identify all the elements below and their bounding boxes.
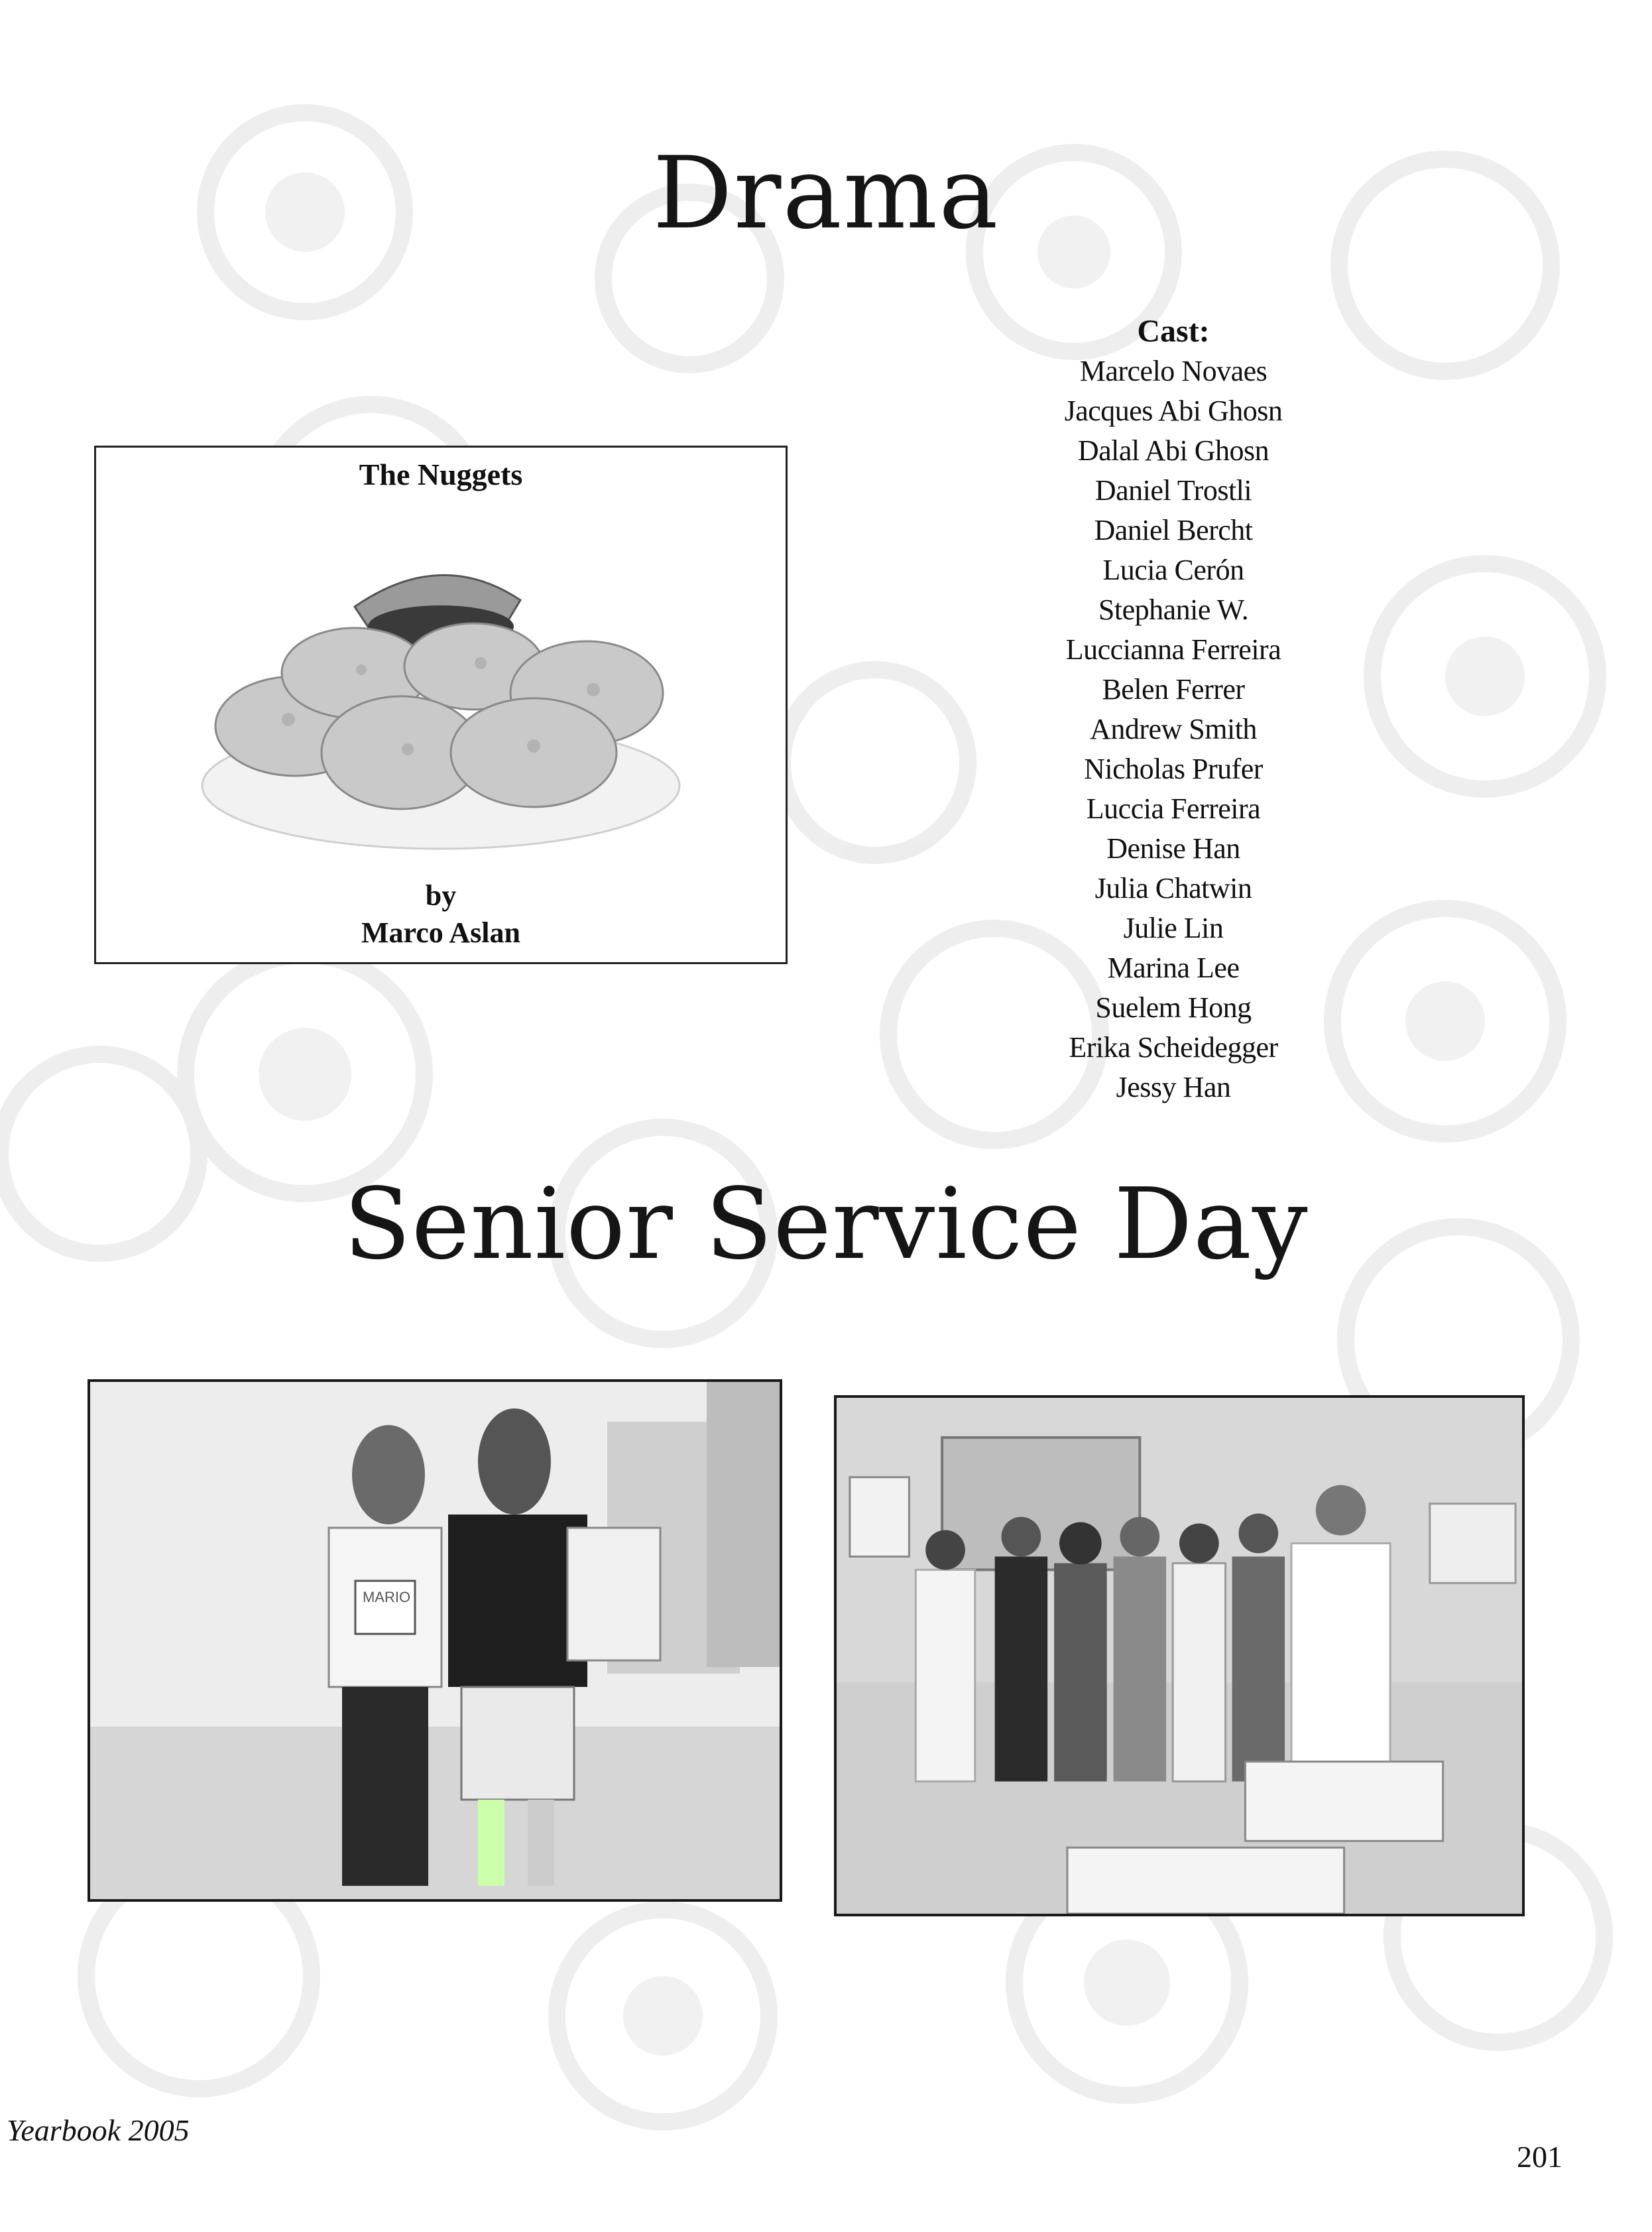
cast-member: Daniel Bercht (1094, 514, 1253, 546)
poster-title: The Nuggets (359, 458, 523, 491)
footer-yearbook: Yearbook 2005 (7, 2113, 190, 2147)
cast-member: Denise Han (1106, 832, 1240, 865)
photo-two-students-image (90, 1382, 780, 1899)
photo-two-students (88, 1379, 782, 1902)
cast-member: Marina Lee (1107, 952, 1240, 984)
cast-member: Luccianna Ferreira (1065, 633, 1281, 666)
cast-heading: Cast: (1137, 314, 1210, 349)
poster-author: Marco Aslan (361, 916, 520, 949)
cast-member: Marcelo Novaes (1079, 355, 1268, 387)
cast-member: Lucia Cerón (1102, 554, 1244, 586)
cast-list-block (955, 312, 1392, 1107)
play-poster (94, 446, 788, 964)
page-number: 201 (1517, 2140, 1563, 2174)
cast-member: Jessy Han (1116, 1071, 1231, 1103)
nuggets-illustration (189, 527, 693, 859)
cast-member: Daniel Trostli (1094, 474, 1252, 507)
cast-member: Belen Ferrer (1102, 673, 1245, 706)
cast-member: Julie Lin (1123, 912, 1224, 944)
cast-member: Nicholas Prufer (1084, 753, 1263, 785)
photo-group-classroom-image (837, 1398, 1522, 1914)
cast-member: Erika Scheidegger (1069, 1031, 1278, 1064)
cast-member: Andrew Smith (1090, 713, 1257, 745)
poster-by: by (425, 879, 457, 912)
cast-member: Luccia Ferreira (1086, 792, 1261, 825)
cast-member: Jacques Abi Ghosn (1064, 395, 1283, 427)
cast-member: Julia Chatwin (1094, 872, 1252, 904)
photo-group-classroom (834, 1395, 1525, 1916)
cast-member: Stephanie W. (1098, 593, 1249, 626)
cast-list (955, 351, 1392, 1107)
cast-member: Dalal Abi Ghosn (1077, 434, 1269, 467)
cast-member: Suelem Hong (1095, 991, 1252, 1024)
senior-service-day-title: Senior Service Day (343, 1167, 1309, 1281)
drama-title: Drama (652, 136, 1000, 251)
name-sign: MARIO (362, 1589, 411, 1605)
